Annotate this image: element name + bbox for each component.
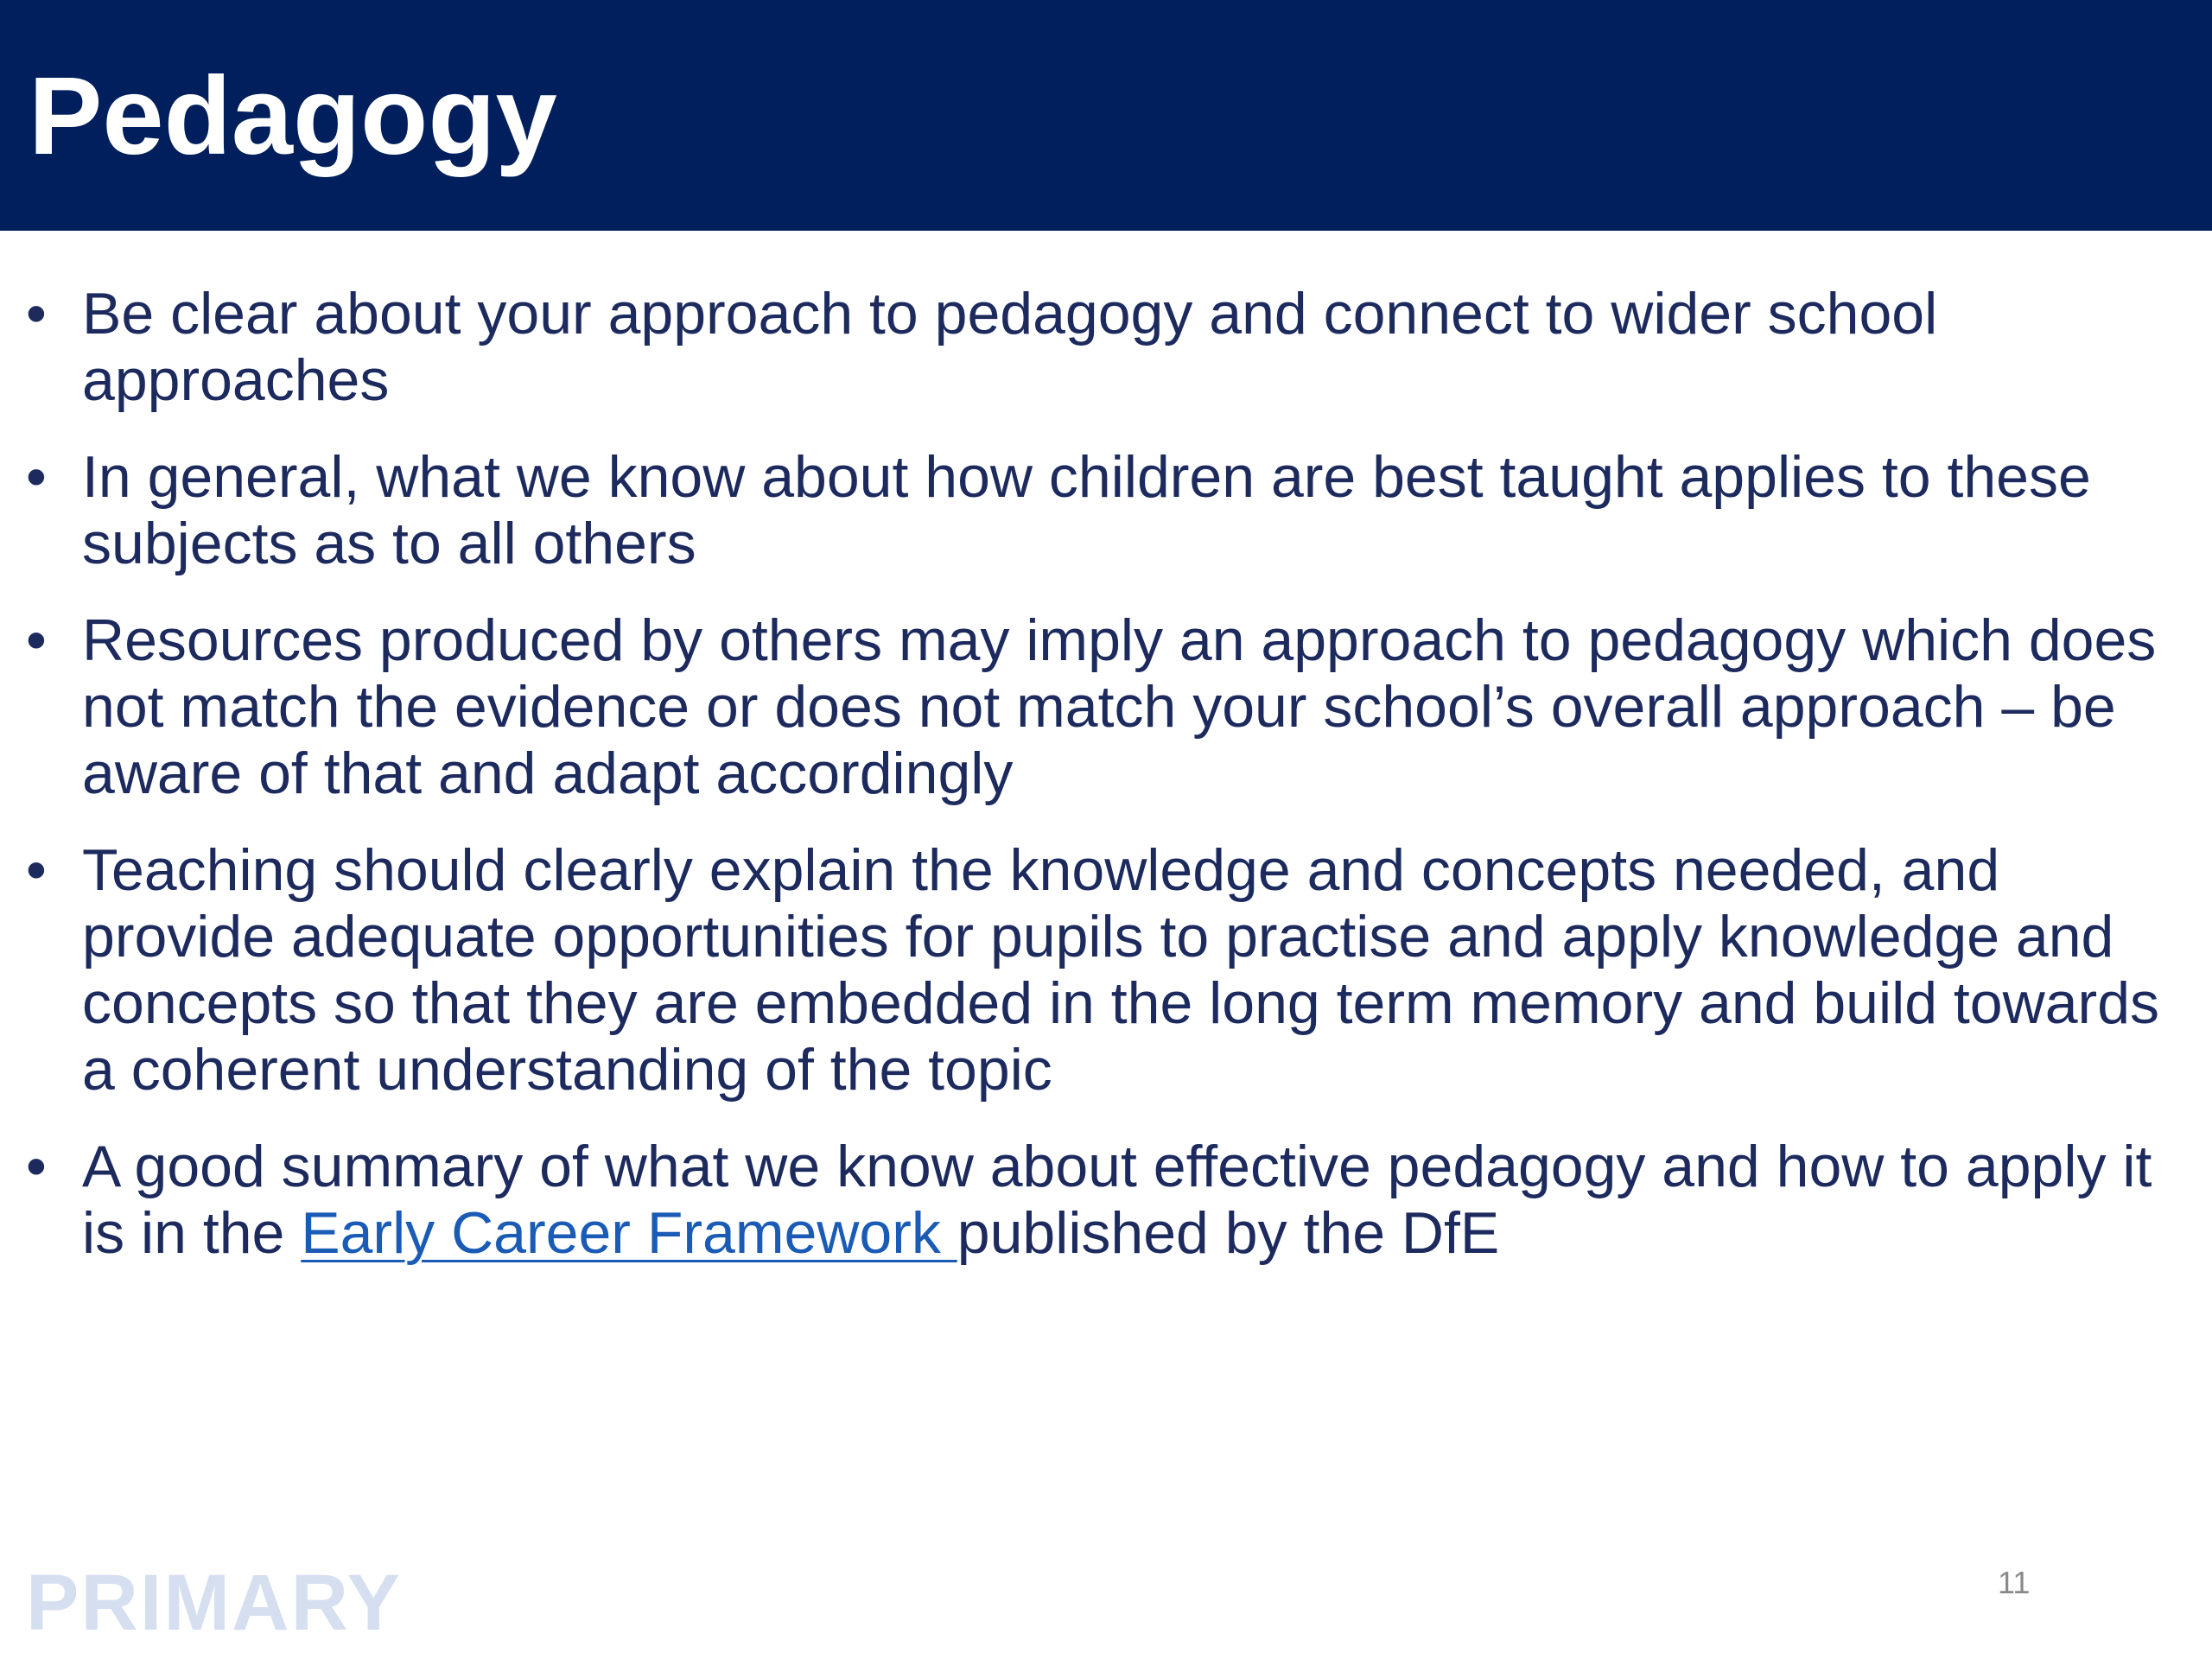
bullet-item [0,1134,2190,1267]
bullet-icon: • [26,444,47,510]
bullet-list [0,281,2212,1297]
bullet-item [0,837,2190,1103]
bullet-text: In general, what we know about how children are best taught applies to these subjects as to all others [82,444,2091,576]
bullet-icon: • [26,607,47,673]
bullet-icon: • [26,837,47,903]
early-career-framework-link[interactable]: Early Career Framework [301,1200,957,1266]
bullet-icon: • [26,1134,47,1199]
slide-title: Pedagogy [29,54,557,178]
bullet-item [0,607,2190,807]
title-bar [0,0,2212,231]
primary-watermark: PRIMARY [26,1559,402,1647]
bullet-text: Teaching should clearly explain the knowledge and concepts needed, and provide adequate opportunities for pupils to practise and apply knowledge and concepts so that they are embedded in the long term memory and build towards a coherent understanding of the topic [82,837,2160,1103]
bullet-text: Resources produced by others may imply an approach to pedagogy which does not match the evidence or does not match your school’s overall approach – be aware of that and adapt accordingly [82,607,2157,806]
bullet-text-after-link: published by the DfE [957,1200,1500,1266]
bullet-text-before-link: A good summary of what we know about effective pedagogy and how to apply it is in the [82,1134,2152,1266]
bullet-item [0,444,2190,577]
bullet-icon: • [26,281,47,346]
bullet-item [0,281,2190,414]
bullet-text: Be clear about your approach to pedagogy and connect to wider school approaches [82,281,1938,413]
page-number: 11 [1998,1565,2031,1600]
